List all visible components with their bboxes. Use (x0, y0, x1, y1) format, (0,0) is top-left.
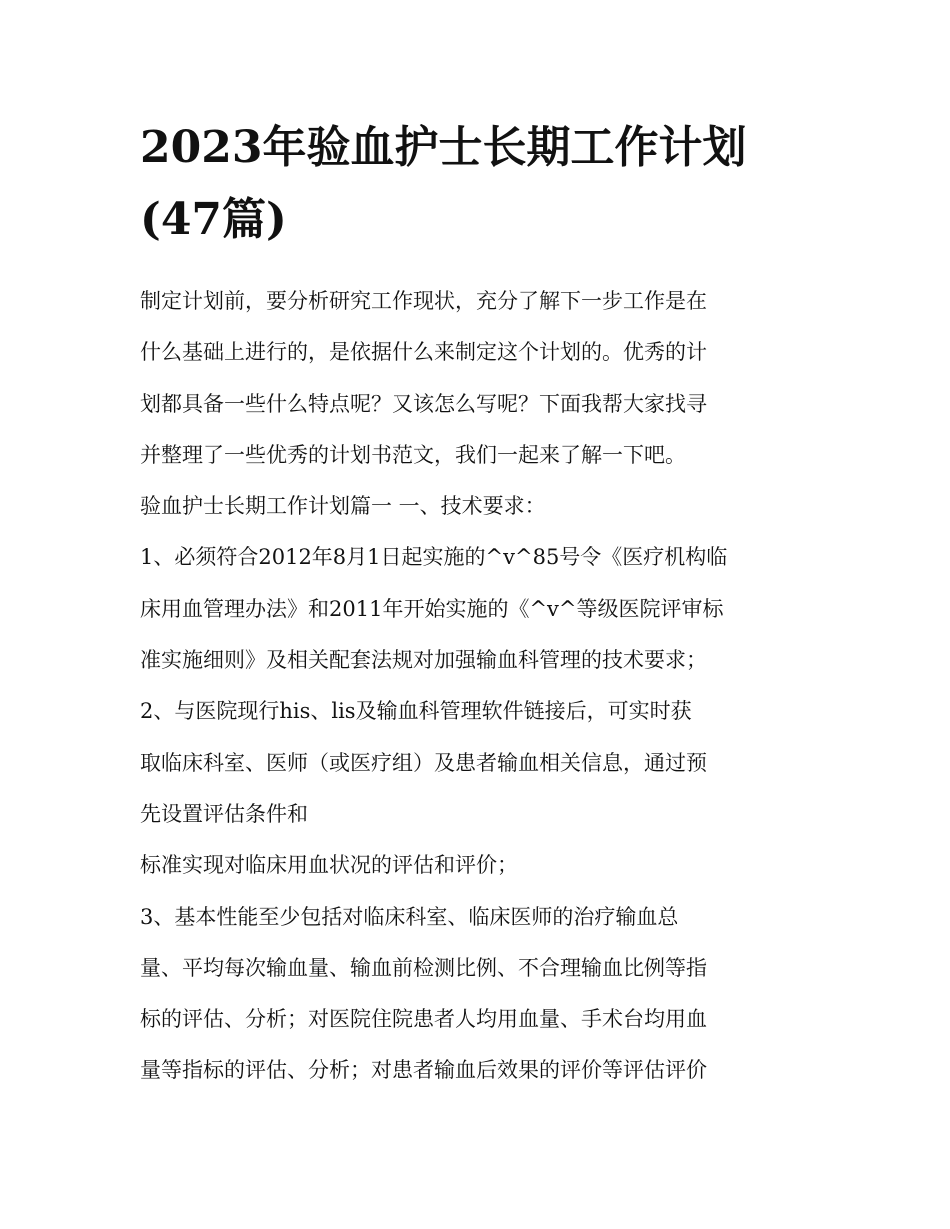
document-title (140, 112, 820, 256)
body-line: 量等指标的评估、分析；对患者输血后效果的评价等评估评价 (140, 1058, 707, 1083)
body-line: 2、与医院现行his、lis及输血科管理软件链接后，可实时获 (140, 699, 692, 724)
body-line: 床用血管理办法》和2011年开始实施的《^v^等级医院评审标 (140, 596, 724, 621)
body-line: 制定计划前，要分析研究工作现状，充分了解下一步工作是在 (140, 289, 707, 313)
body-line: 划都具备一些什么特点呢？又该怎么写呢？下面我帮大家找寻 (140, 391, 707, 416)
body-line: 并整理了一些优秀的计划书范文，我们一起来了解一下吧。 (140, 442, 686, 467)
body-line: 准实施细则》及相关配套法规对加强输血科管理的技术要求； (140, 648, 707, 673)
title-line: (47篇) (140, 194, 287, 245)
body-line: 什么基础上进行的，是依据什么来制定这个计划的。优秀的计 (140, 340, 707, 365)
section-heading-line: 验血护士长期工作计划篇一 一、技术要求： (140, 494, 546, 519)
title-line: 2023年验血护士长期工作计划 (140, 122, 747, 173)
body-line: 量、平均每次输血量、输血前检测比例、不合理输血比例等指 (140, 955, 707, 980)
body-line: 3、基本性能至少包括对临床科室、临床医师的治疗输血总 (140, 904, 679, 929)
body-line: 1、必须符合2012年8月1日起实施的^v^85号令《医疗机构临 (140, 545, 728, 570)
document-body (140, 281, 820, 1102)
body-line: 标的评估、分析；对医院住院患者人均用血量、手术台均用血 (140, 1007, 707, 1032)
body-line: 取临床科室、医师（或医疗组）及患者输血相关信息，通过预 (140, 750, 707, 775)
body-line: 标准实现对临床用血状况的评估和评价； (140, 853, 518, 878)
body-line: 先设置评估条件和 (140, 801, 308, 826)
